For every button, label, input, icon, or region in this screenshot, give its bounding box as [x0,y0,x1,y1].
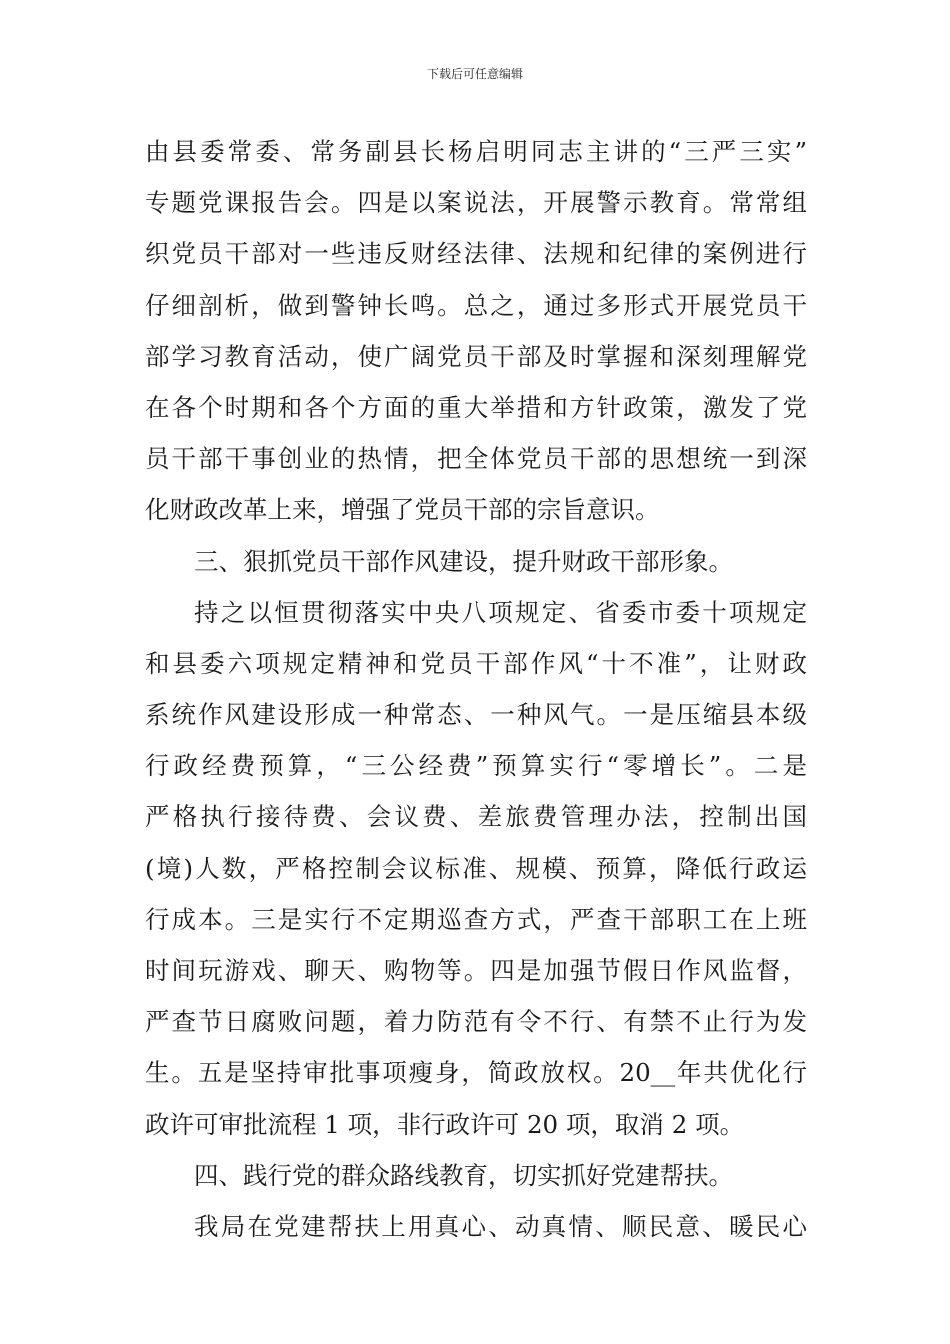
text-line: 由县委常委、常务副县长杨启明同志主讲的“三严三实” [145,137,807,166]
text-line: 专题党课报告会。四是以案说法，开展警示教育。常常组 [145,188,807,218]
text-line: 时间玩游戏、聊天、购物等。四是加强节假日作风监督， [145,956,807,985]
text-line: 在各个时期和各个方面的重大举措和方针政策，激发了党 [145,392,807,422]
text-line: 政许可审批流程 1 项，非行政许可 20 项，取消 2 项。 [145,1109,745,1139]
text-line: 和县委六项规定精神和党员干部作风“十不准”，让财政 [145,648,807,678]
text-line: 行成本。三是实行不定期巡查方式，严查干部职工在上班 [145,904,807,934]
text-line: (境)人数，严格控制会议标准、规模、预算，降低行政运 [145,853,807,883]
text-line: 织党员干部对一些违反财经法律、法规和纪律的案例进行 [145,239,807,269]
text-line: 员干部干事创业的热情，把全体党员干部的思想统一到深 [145,444,807,474]
text-line: 部学习教育活动，使广阔党员干部及时掌握和深刻理解党 [145,341,807,371]
page-header: 下载后可任意编辑 [426,67,523,81]
text-line: 四、践行党的群众路线教育，切实抓好党建帮扶。 [194,1160,733,1190]
text-line: 系统作风建设形成一种常态、一种风气。一是压缩县本级 [145,700,807,730]
text-line: 我局在党建帮扶上用真心、动真情、顺民意、暖民心 [194,1211,807,1241]
text-line: 严格执行接待费、会议费、差旅费管理办法，控制出国 [145,802,807,832]
document-body [145,126,807,1252]
text-line: 行政经费预算，“三公经费”预算实行“零增长”。二是 [145,751,807,781]
text-line: 仔细剖析，做到警钟长鸣。总之，通过多形式开展党员干 [145,290,807,320]
text-line: 持之以恒贯彻落实中央八项规定、省委市委十项规定 [194,597,807,627]
text-line: 化财政改革上来，增强了党员干部的宗旨意识。 [145,495,660,525]
text-line: 严查节日腐败问题，着力防范有令不行、有禁不止行为发 [145,1007,807,1037]
text-line: 三、狠抓党员干部作风建设，提升财政干部形象。 [194,546,733,576]
text-line: 生。五是坚持审批事项瘦身，简政放权。20__年共优化行 [145,1058,807,1088]
